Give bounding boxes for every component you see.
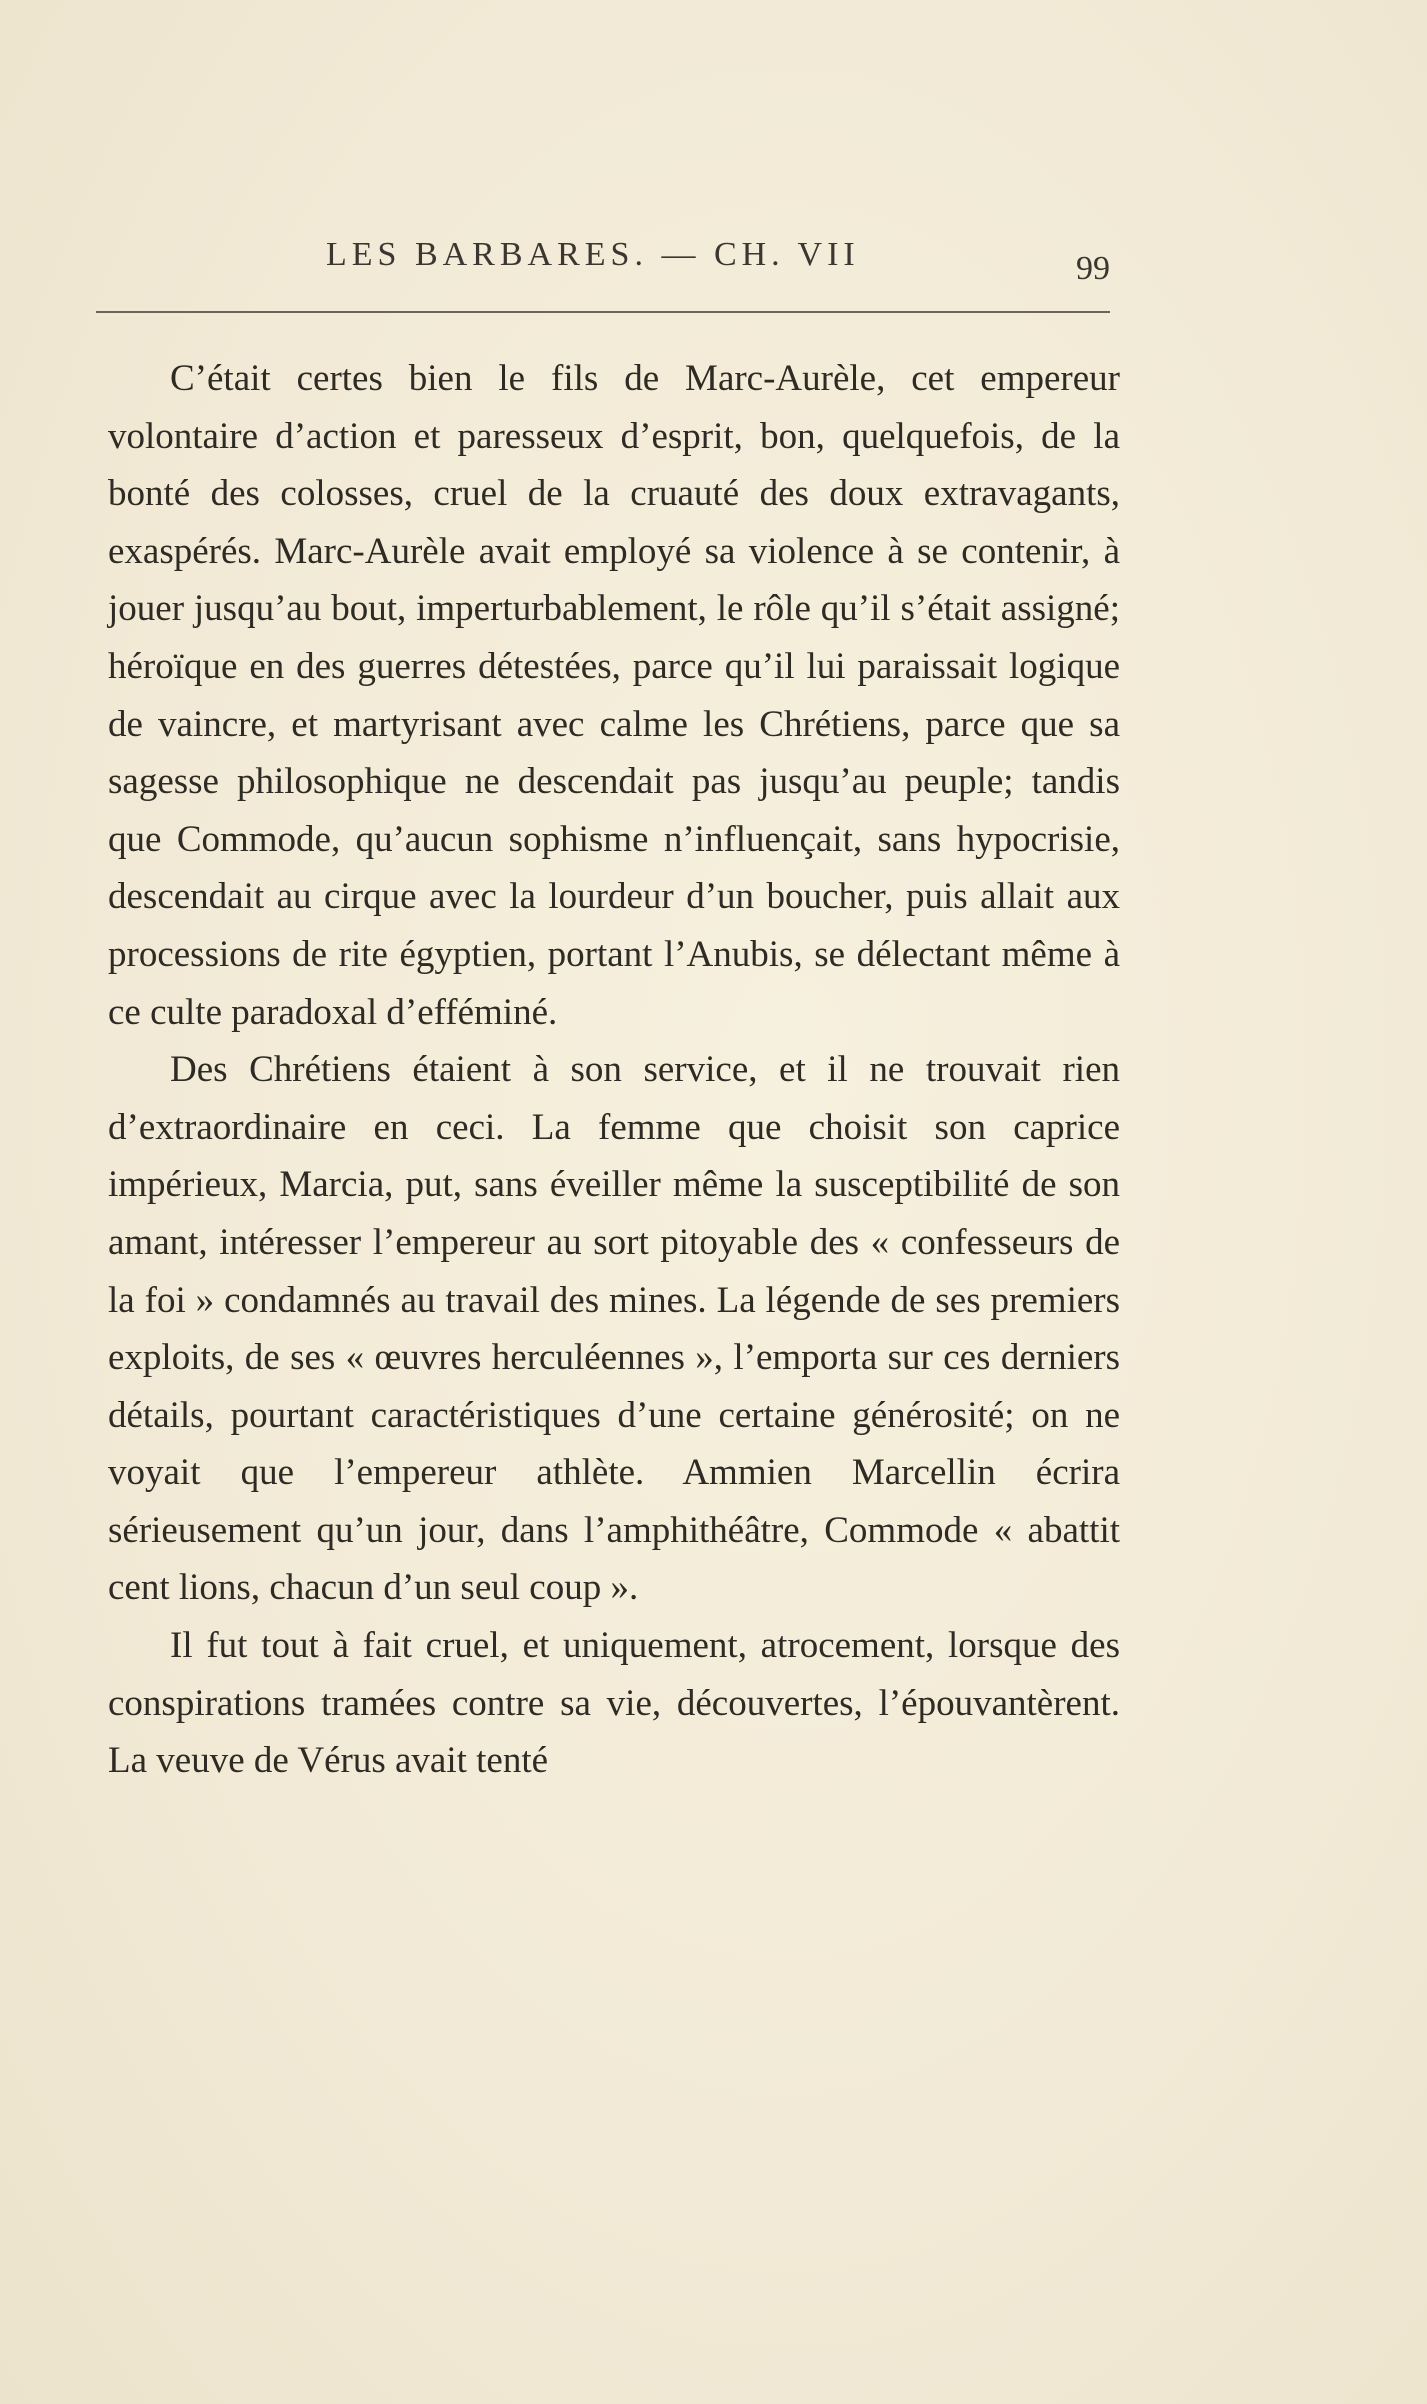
page-number: 99 [1076, 250, 1110, 287]
paragraph: Des Chrétiens étaient à son service, et il ne trouvait rien d’extraordinaire en ceci. La femme que choisit son caprice impérieux, Marcia, put, sans éveiller même la susceptibilité de son amant, intéresser l’empereur au sort pitoyable des « confesseurs de la foi » condamnés au travail des mines. La légende de ses premiers exploits, de ses « œuvres herculéennes », l’emporta sur ces derniers détails, pourtant caractéristiques d’une certaine générosité; on ne voyait que l’empereur athlète. Ammien Marcellin écrira sérieusement qu’un jour, dans l’amphithéâtre, Commode « abattit cent lions, chacun d’un seul coup ». [108, 1049, 1120, 1609]
paragraph: Il fut tout à fait cruel, et uniquement, atrocement, lorsque des conspirations tramées contre sa vie, découvertes, l’épouvantèrent. La veuve de Vérus avait tenté [108, 1625, 1120, 1782]
body-text [108, 350, 1120, 1790]
paragraph: C’était certes bien le fils de Marc-Aurèle, cet empereur volontaire d’action et paresseux d’esprit, bon, quelquefois, de la bonté des colosses, cruel de la cruauté des doux extravagants, exaspérés. Marc-Aurèle avait employé sa violence à se contenir, à jouer jusqu’au bout, imperturbablement, le rôle qu’il s’était assigné; héroïque en des guerres détestées, parce qu’il lui paraissait logique de vaincre, et martyrisant avec calme les Chrétiens, parce que sa sagesse philosophique ne descendait pas jusqu’au peuple; tandis que Commode, qu’aucun sophisme n’influençait, sans hypocrisie, descendait au cirque avec la lourdeur d’un boucher, puis allait aux processions de rite égyptien, portant l’Anubis, se délectant même à ce culte paradoxal d’efféminé. [108, 358, 1120, 1033]
page-header [96, 236, 1110, 296]
header-rule [96, 311, 1110, 313]
running-title: LES BARBARES. — CH. VII [326, 236, 860, 273]
